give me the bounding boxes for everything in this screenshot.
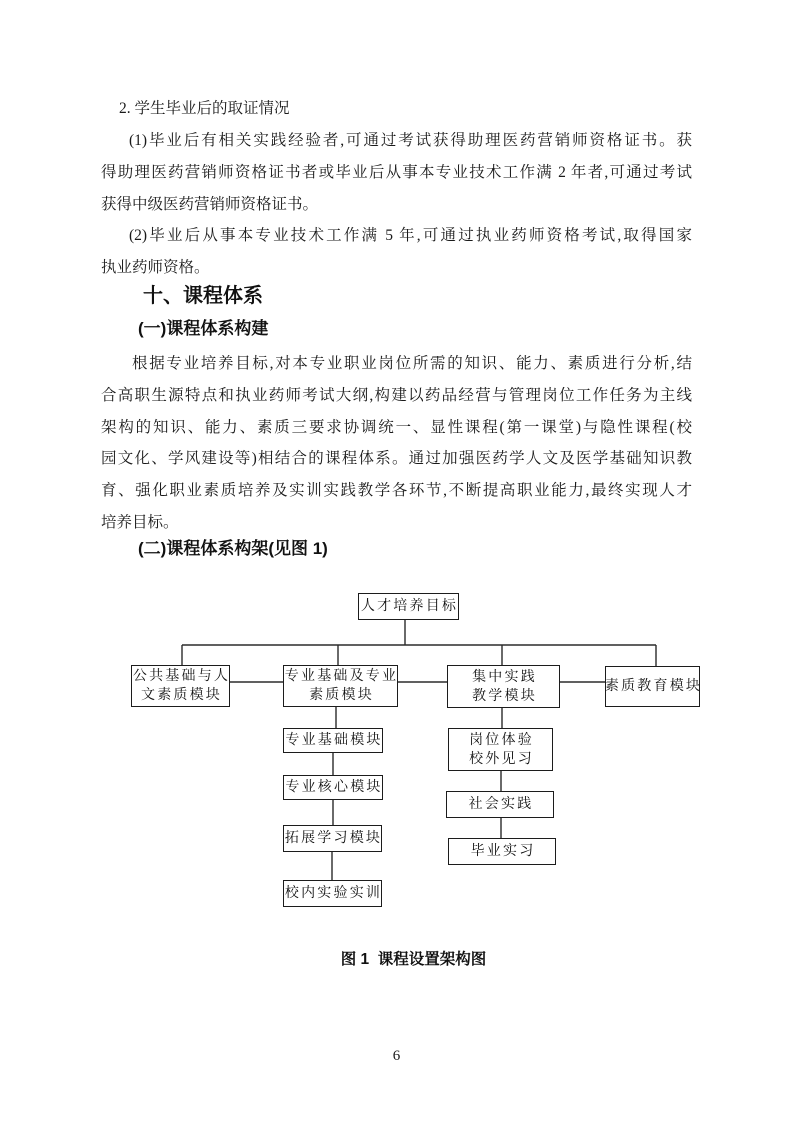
paragraph-line: 得助理医药营销师资格证书者或毕业后从事本专业技术工作满 2 年者,可通过考试: [101, 163, 692, 181]
paragraph-line: 培养目标。: [101, 513, 179, 531]
figure-caption: 图 1 课程设置架构图: [340, 951, 487, 968]
paragraph-line: (1)毕业后有相关实践经验者,可通过考试获得助理医药营销师资格证书。获: [129, 132, 692, 149]
campus-training-node: [283, 880, 382, 907]
paragraph-line: 合高职生源特点和执业药师考试大纲,构建以药品经营与管理岗位工作任务为主线: [101, 386, 692, 404]
node-label: 公共基础与人: [132, 669, 231, 684]
node-label: 集中实践: [472, 669, 537, 685]
professional-core-node: [283, 775, 383, 800]
paragraph-line: 育、强化职业素质培养及实训实践教学各环节,不断提高职业能力,最终实现人才: [101, 482, 692, 500]
public-basic-module-node: [131, 665, 230, 707]
node-label: 素质模块: [309, 688, 374, 703]
quality-education-module-node: [604, 666, 703, 707]
sub-heading-2: (二)课程体系构架(见图 1): [138, 539, 328, 558]
sub-heading-1: (一)课程体系构建: [138, 319, 269, 338]
paragraph-line: 园文化、学风建设等)相结合的课程体系。通过加强医药学人文及医学基础知识教: [101, 450, 692, 468]
paragraph-item2: [101, 93, 692, 125]
paragraph-line: 根据专业培养目标,对本专业职业岗位所需的知识、能力、素质进行分析,结: [132, 355, 692, 372]
node-label: 社会实践: [468, 797, 534, 812]
section-heading: 十、课程体系: [143, 285, 263, 307]
social-practice-node: [446, 791, 554, 818]
paragraph-line: 获得中级医药营销师资格证书。: [101, 195, 319, 213]
paragraph-line: 架构的知识、能力、素质三要求协调统一、显性课程(第一课堂)与隐性课程(校: [101, 418, 692, 436]
paragraph-line: (2)毕业后从事本专业技术工作满 5 年,可通过执业药师资格考试,取得国家: [129, 227, 692, 244]
node-label: 人才培养目标: [360, 599, 459, 614]
node-label: 素质教育模块: [604, 679, 703, 694]
node-label: 专业基础及专业: [284, 669, 399, 684]
post-experience-node: [448, 728, 553, 771]
node-label: 校内实验实训: [284, 886, 383, 901]
paragraph-cert: [101, 125, 692, 220]
graduation-internship-node: [448, 838, 556, 865]
paragraph-line: 执业药师资格。: [101, 258, 210, 276]
node-label: 专业核心模块: [285, 780, 383, 795]
paragraph-line: 2. 学生毕业后的取证情况: [119, 100, 290, 117]
node-label: 校外见习: [469, 751, 534, 767]
node-label: 专业基础模块: [285, 733, 383, 748]
node-label: 毕业实习: [470, 844, 536, 859]
node-label: 拓展学习模块: [284, 831, 383, 846]
page-number: 6: [392, 1048, 401, 1064]
node-label: 教学模块: [472, 688, 537, 704]
paragraph-system: [101, 348, 692, 539]
practice-module-node: [447, 665, 560, 708]
professional-module-node: [283, 665, 398, 707]
node-label: 岗位体验: [469, 732, 534, 748]
paragraph-pharmacist: [101, 220, 692, 284]
node-label: 文素质模块: [141, 688, 222, 703]
talent-goal-node: [358, 593, 459, 620]
extended-learning-node: [283, 825, 382, 852]
professional-basic-node: [283, 728, 383, 753]
